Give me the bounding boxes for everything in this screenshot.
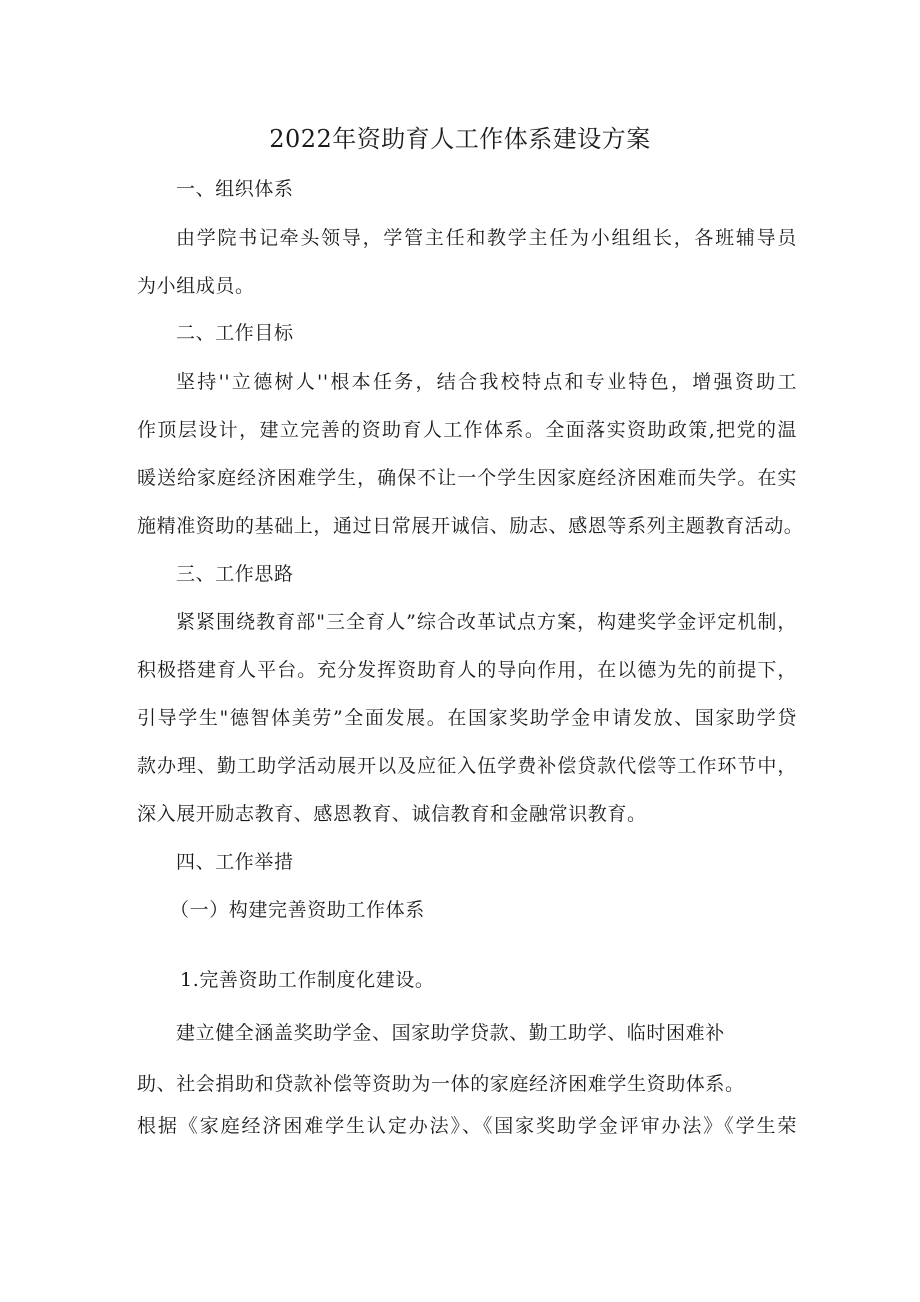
document-title: 2022年资助育人工作体系建设方案	[269, 125, 651, 153]
paragraph-line: 引导学生"德智体美劳”全面发展。在国家奖助学金申请发放、国家助学贷	[137, 707, 797, 729]
paragraph-line: 由学院书记牵头领导，学管主任和教学主任为小组组长，各班辅导员	[176, 227, 797, 249]
subsection-heading: （一）构建完善资助工作体系	[170, 899, 425, 921]
section-heading-organization: 一、组织体系	[176, 178, 294, 200]
paragraph-line: 施精准资助的基础上，通过日常展开诚信、励志、感恩等系列主题教育活动。	[137, 515, 804, 537]
paragraph-line: 款办理、勤工助学活动展开以及应征入伍学费补偿贷款代偿等工作环节中，	[137, 755, 797, 777]
paragraph-line: 助、社会捐助和贷款补偿等资助为一体的家庭经济困难学生资助体系。	[137, 1073, 745, 1095]
paragraph-line: 作顶层设计，建立完善的资助育人工作体系。全面落实资助政策,把党的温	[137, 419, 797, 441]
paragraph-line: 积极搭建育人平台。充分发挥资助育人的导向作用，在以德为先的前提下，	[137, 659, 797, 681]
paragraph-line: 紧紧围绕教育部"三全育人”综合改革试点方案，构建奖学金评定机制，	[176, 611, 797, 633]
paragraph-line: 坚持''立德树人''根本任务，结合我校特点和专业特色，增强资助工	[176, 371, 797, 393]
paragraph-line: 根据《家庭经济困难学生认定办法》、《国家奖助学金评审办法》《学生荣	[137, 1115, 797, 1137]
numbered-item-heading: 1.完善资助工作制度化建设。	[180, 969, 435, 991]
paragraph-line: 建立健全涵盖奖助学金、国家助学贷款、勤工助学、临时困难补	[176, 1022, 725, 1044]
section-heading-goals: 二、工作目标	[176, 322, 294, 344]
paragraph-line: 暖送给家庭经济困难学生，确保不让一个学生因家庭经济困难而失学。在实	[137, 467, 797, 489]
section-heading-approach: 三、工作思路	[176, 563, 294, 585]
section-heading-measures: 四、工作举措	[176, 851, 294, 873]
paragraph-line: 为小组成员。	[137, 275, 255, 297]
paragraph-line: 深入展开励志教育、感恩教育、诚信教育和金融常识教育。	[137, 803, 647, 825]
